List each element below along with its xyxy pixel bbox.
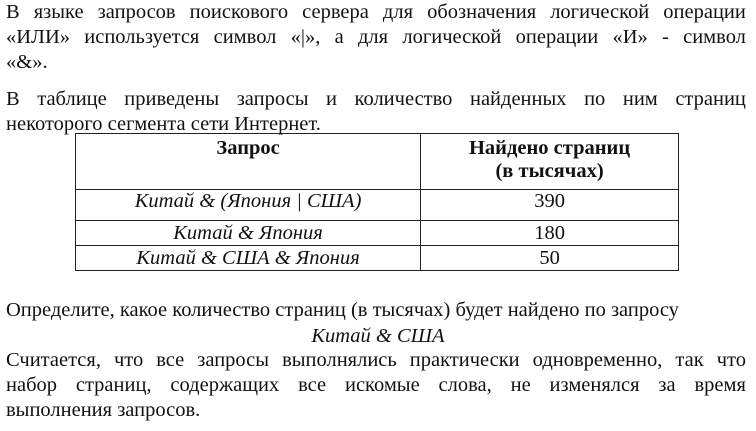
word: таблице [37,88,107,110]
word: найденных [469,88,567,110]
word: что [113,349,144,371]
word: слова, [438,374,492,396]
table-intro-paragraph [6,87,746,137]
word: искомые [344,374,420,396]
word: символ [213,26,277,48]
word: - [662,26,669,48]
word: ним [622,88,658,110]
query-table [75,133,679,271]
query-cell: Китай & США & Япония [76,246,421,271]
note-paragraph [6,348,746,423]
word: В [6,88,20,110]
word: логической [550,1,650,23]
table-intro-line-1 [6,87,746,112]
word: не [510,374,531,396]
word: по [584,88,606,110]
header-query-label: Запрос [216,137,280,159]
word: «И» [612,26,648,48]
word: для [358,26,389,48]
word: содержащих [170,374,280,396]
word: все [298,374,327,396]
word: время [694,374,746,396]
found-cell: 50 [421,246,679,271]
word: так [675,349,704,371]
word: количество [354,88,453,110]
intro-line-3: «&». [6,51,48,73]
question-text: Определите, какое количество страниц (в тысячах) будет найдено по запросу [6,299,679,321]
word: обозначения [427,1,537,23]
word: Считается, [6,349,101,371]
word: поискового [189,1,289,23]
query-cell: Китай & (Япония | США) [76,190,421,221]
header-query [76,134,421,190]
word: запросов [97,1,176,23]
word: «ИЛИ» [6,26,71,48]
question-query: Китай & США [311,325,445,347]
word: приведены [124,88,220,110]
word: а [334,26,344,48]
table-header-row [76,134,679,190]
word: запросы [197,349,270,371]
table-intro-line-2: некоторого сегмента сети Интернет. [6,113,321,135]
found-cell: 180 [421,221,679,246]
query-cell: Китай & Япония [76,221,421,246]
question-paragraph [6,298,746,323]
word: выполнялись [282,349,397,371]
note-line-2 [6,373,746,398]
word: страниц, [75,374,152,396]
word: языке [33,1,84,23]
word: набор [6,374,57,396]
word: для [382,1,414,23]
word: В [6,1,20,23]
table-row [76,221,679,246]
word: практически [409,349,520,371]
intro-paragraph [6,0,746,75]
word: страниц [675,88,746,110]
word: запросы [236,88,309,110]
word: используется [84,26,200,48]
word: операции [515,26,599,48]
word: «|», [290,26,321,48]
header-found [421,134,679,190]
word: что [716,349,746,371]
word: одновременно, [532,349,663,371]
word: все [156,349,185,371]
found-cell: 390 [421,190,679,221]
note-line-3: выполнения запросов. [6,399,201,421]
intro-line-2 [6,25,746,50]
word: изменялся [549,374,640,396]
note-line-1 [6,348,746,373]
word: логической [402,26,502,48]
word: операции [663,1,746,23]
word: символ [683,26,746,48]
table-row [76,246,679,271]
word: и [326,88,337,110]
intro-line-1 [6,0,746,25]
table-row [76,190,679,221]
word: сервера [302,1,369,23]
query-table-wrapper [75,133,679,271]
header-found-label: Найдено страниц [468,137,631,159]
header-found-unit: (в тысячах) [495,160,604,182]
word: за [658,374,676,396]
